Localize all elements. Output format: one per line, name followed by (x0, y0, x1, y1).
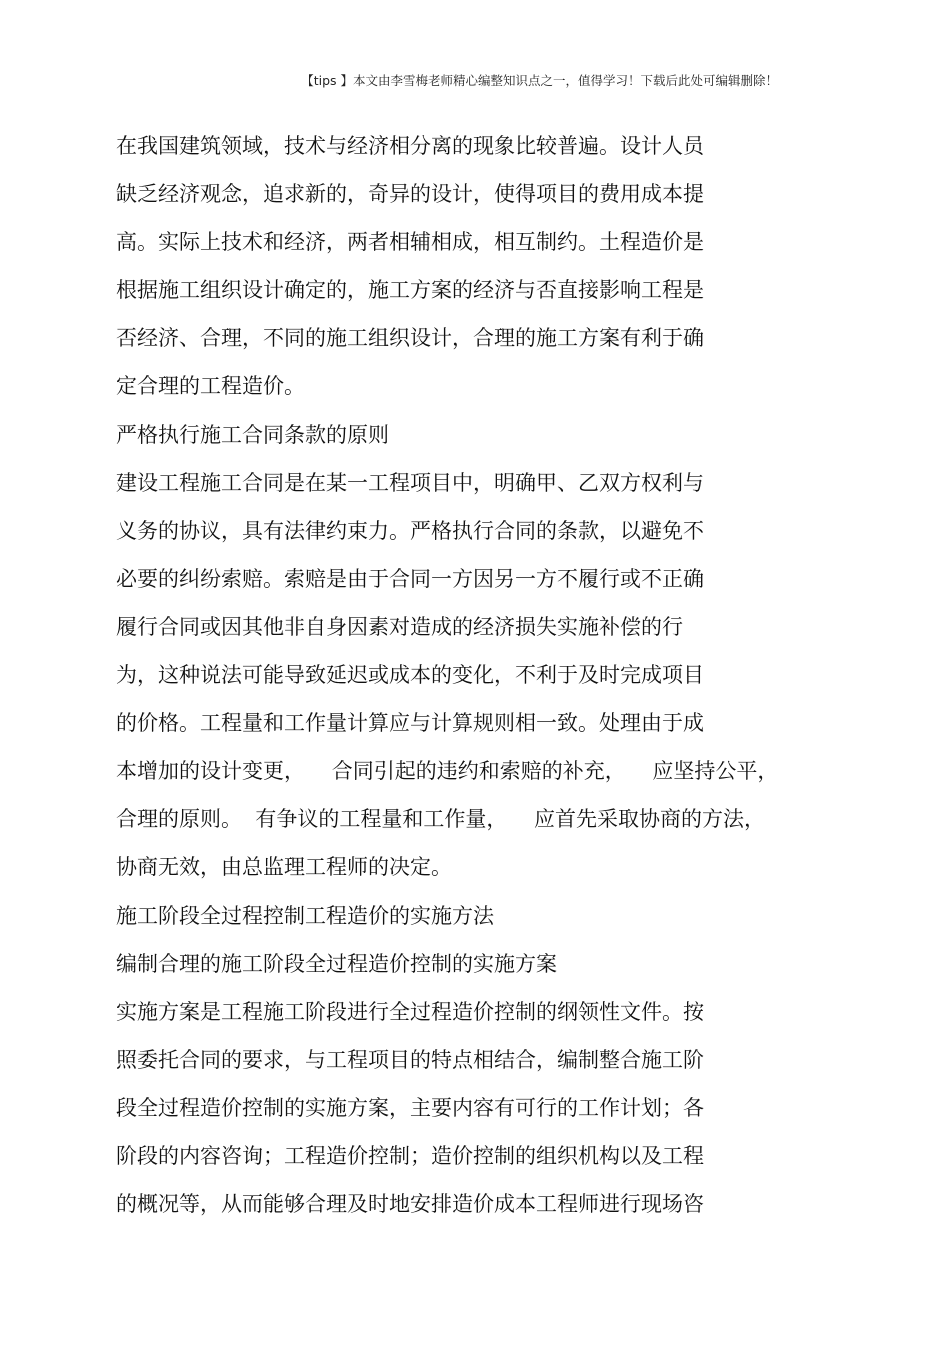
text-line: 的概况等，从而能够合理及时地安排造价成本工程师进行现场咨 (116, 1192, 704, 1217)
text-line: 的价格。工程量和工作量计算应与计算规则相一致。处理由于成 (116, 711, 704, 736)
text-line: 履行合同或因其他非自身因素对造成的经济损失实施补偿的行 (116, 614, 683, 639)
document-body (116, 122, 836, 1228)
text-line: 段全过程造价控制的实施方案，主要内容有可行的工作计划；各 (116, 1095, 704, 1120)
text-line: 高。实际上技术和经济，两者相辅相成，相互制约。土程造价是 (116, 230, 704, 255)
text-line: 本增加的设计变更， 合同引起的违约和索赔的补充， 应坚持公平， (116, 759, 779, 784)
section-heading: 施工阶段全过程控制工程造价的实施方法 (116, 903, 494, 928)
text-line: 建设工程施工合同是在某一工程项目中，明确甲、乙双方权利与 (116, 470, 704, 495)
text-line: 照委托合同的要求，与工程项目的特点相结合，编制整合施工阶 (116, 1047, 704, 1072)
text-line: 协商无效，由总监理工程师的决定。 (116, 855, 452, 880)
text-line: 阶段的内容咨询；工程造价控制；造价控制的组织机构以及工程 (116, 1143, 704, 1168)
text-line: 否经济、合理，不同的施工组织设计，合理的施工方案有利于确 (116, 326, 704, 351)
text-line: 义务的协议，具有法律约束力。严格执行合同的条款，以避免不 (116, 518, 704, 543)
text-line: 定合理的工程造价。 (116, 374, 305, 399)
header-note: 【tips 】本文由李雪梅老师精心编整知识点之一，值得学习！下载后此处可编辑删除！ (301, 73, 778, 88)
text-line: 实施方案是工程施工阶段进行全过程造价控制的纲领性文件。按 (116, 999, 704, 1024)
text-line: 为，这种说法可能导致延迟或成本的变化，不利于及时完成项目 (116, 663, 704, 688)
text-line: 缺乏经济观念，追求新的，奇异的设计，使得项目的费用成本提 (116, 182, 704, 207)
subsection-heading: 编制合理的施工阶段全过程造价控制的实施方案 (116, 951, 557, 976)
text-line: 必要的纠纷索赔。索赔是由于合同一方因另一方不履行或不正确 (116, 566, 704, 591)
text-line: 在我国建筑领域，技术与经济相分离的现象比较普遍。设计人员 (116, 134, 704, 158)
text-line: 合理的原则。 有争议的工程量和工作量， 应首先采取协商的方法， (116, 807, 766, 832)
text-line: 根据施工组织设计确定的，施工方案的经济与否直接影响工程是 (116, 278, 704, 303)
section-heading: 严格执行施工合同条款的原则 (116, 422, 389, 447)
